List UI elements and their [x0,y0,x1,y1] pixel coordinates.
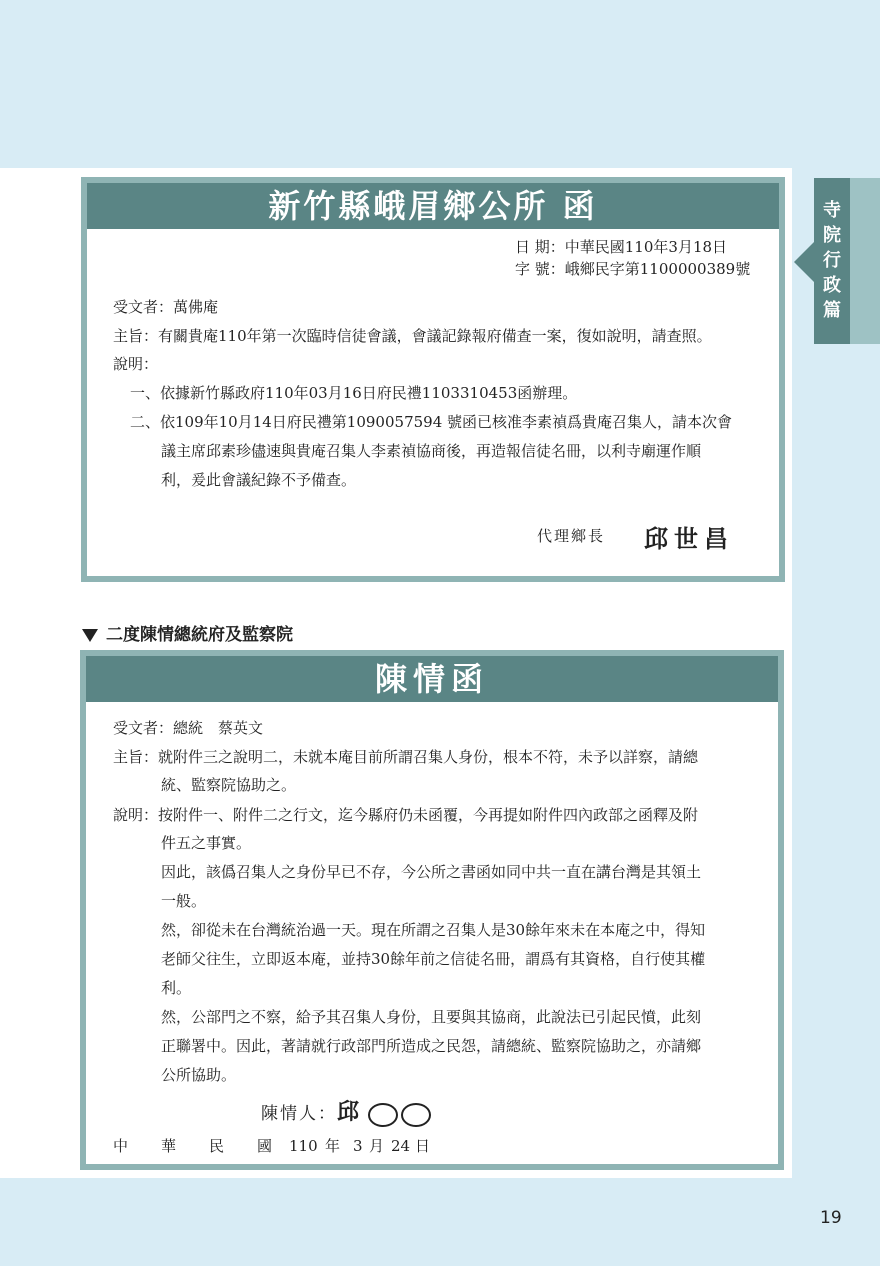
side-tab-char: 行 [823,250,841,271]
triangle-down-icon [82,629,98,642]
letter-subject: 主旨：有關貴庵110年第一次臨時信徒會議，會議記錄報府備查一案，復如說明，請查照。 [113,327,712,345]
official-letter-title: 新竹縣峨眉鄉公所 函 [87,183,779,229]
petition-paragraph-line: 利。 [161,979,192,997]
petition-paragraph-line: 一般。 [161,892,207,910]
date-part: 3 [353,1137,363,1155]
page-number: 19 [820,1208,842,1228]
side-tab-arrow [794,242,814,282]
petitioner-signature [261,1095,431,1127]
side-tab-char: 篇 [823,300,841,321]
signer-name-signature: 邱世昌 [644,525,734,553]
letter-reference-number: 字 號：峨鄉民字第1100000389號 [515,260,751,278]
signer-title: 代理鄉長 [537,527,606,545]
petition-subject-line: 統、監察院協助之。 [161,776,297,794]
explanation-item-1: 一、依據新竹縣政府110年03月16日府民禮1103310453函辦理。 [130,384,578,402]
date-part: 中 [113,1137,129,1155]
side-tab-char: 政 [823,275,841,296]
side-tab [814,178,850,344]
side-tab-char: 院 [823,225,841,246]
petition-paragraph-line: 然，卻從未在台灣統治過一天。現在所謂之召集人是30餘年來未在本庵之中，得知 [161,921,706,939]
explanation-item-2-line: 利，爰此會議紀錄不予備查。 [161,471,357,489]
date-part: 月 [369,1137,385,1155]
date-part: 年 [325,1137,341,1155]
petition-explanation-line: 說明：按附件一、附件二之行文，迄今縣府仍未函覆，今再提如附件四內政部之函釋及附 [113,806,699,824]
side-tab-char: 寺 [823,200,841,221]
letter-date: 日 期：中華民國110年3月18日 [515,238,728,256]
date-part: 華 [161,1137,177,1155]
petition-recipient: 受文者：總統 蔡英文 [113,719,264,737]
date-part: 110 [289,1137,318,1155]
redaction-circle-icon [401,1103,431,1127]
section-heading [82,620,293,645]
petitioner-label: 陳情人： [261,1104,337,1124]
petition-subject-line: 主旨：就附件三之說明二，未就本庵目前所謂召集人身份，根本不符，未予以詳察，請總 [113,748,699,766]
top-band [0,0,880,168]
petition-paragraph-line: 老師父往生，立即返本庵，並持30餘年前之信徒名冊，謂爲有其資格，自行使其權 [161,950,706,968]
bottom-band [0,1178,880,1266]
section-heading-text: 二度陳情總統府及監察院 [106,625,293,645]
letter-explanation-label: 說明： [113,355,159,373]
date-part: 民 [209,1137,225,1155]
redaction-circle-icon [368,1103,398,1127]
petition-explanation-line: 件五之事實。 [161,834,252,852]
side-tab-stripe [850,178,880,344]
date-part: 國 [257,1137,273,1155]
petition-paragraph-line: 因此，該僞召集人之身份早已不存，今公所之書函如同中共一直在講台灣是其領土 [161,863,702,881]
petition-paragraph-line: 然，公部門之不察，給予其召集人身份，且要與其協商，此說法已引起民憤，此刻 [161,1008,702,1026]
explanation-item-2-line: 議主席邱素珍儘速與貴庵召集人李素禎協商後，再造報信徒名冊，以利寺廟運作順 [161,442,702,460]
petitioner-name: 邱 [337,1100,366,1125]
date-part: 日 [415,1137,431,1155]
petition-paragraph-line: 公所協助。 [161,1066,237,1084]
petition-date [113,1136,430,1156]
date-part: 24 [391,1137,411,1155]
petition-paragraph-line: 正聯署中。因此，著請就行政部門所造成之民怨，請總統、監察院協助之，亦請鄉 [161,1037,702,1055]
explanation-item-2-line: 二、依109年10月14日府民禮第1090057594 號函已核准李素禎爲貴庵召集人，請本次會 [130,413,733,431]
petition-letter-title: 陳情函 [86,656,778,702]
letter-recipient: 受文者：萬佛庵 [113,298,219,316]
